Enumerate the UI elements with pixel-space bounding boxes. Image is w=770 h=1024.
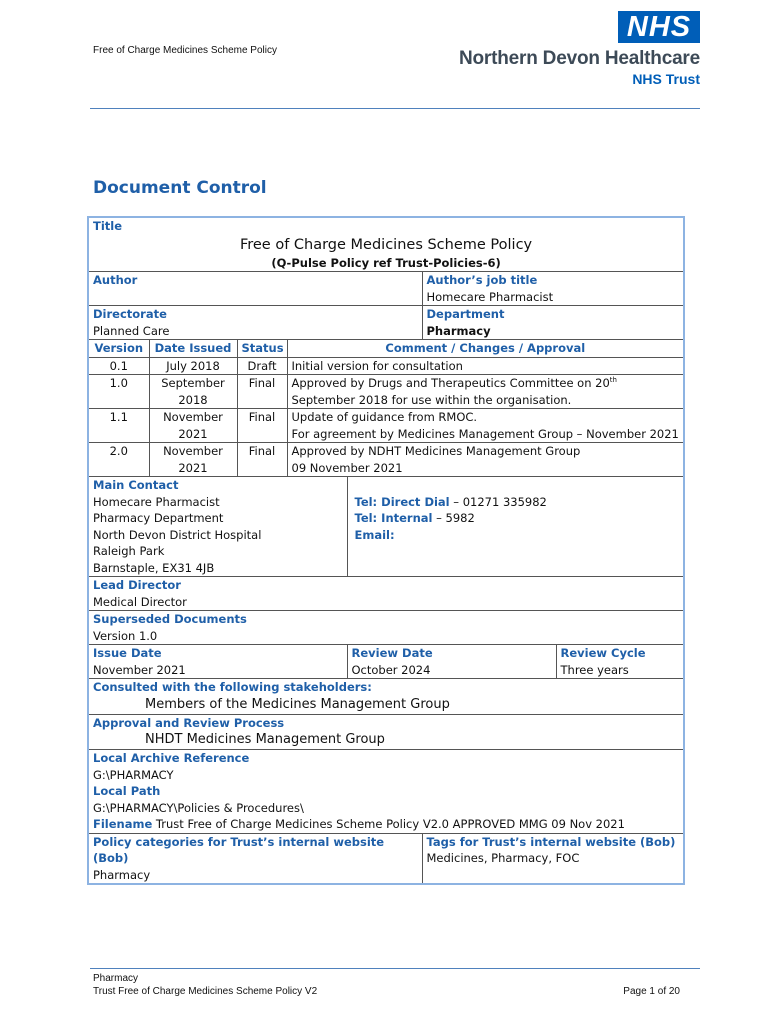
- version-date: September 2018: [149, 375, 237, 409]
- comment-text: Approved by Drugs and Therapeutics Committee on 20: [291, 376, 610, 390]
- policy-title: Free of Charge Medicines Scheme Policy: [239, 236, 533, 253]
- version-date: November 2021: [149, 409, 237, 443]
- author-label: Author: [93, 273, 138, 287]
- version-status: Draft: [237, 357, 287, 375]
- department-value: Pharmacy: [426, 323, 491, 338]
- tags-cell: [422, 833, 683, 883]
- superseded-cell: [89, 611, 683, 645]
- superseded-value: Version 1.0: [93, 628, 158, 643]
- issue-date-label: Issue Date: [93, 646, 162, 660]
- footer-divider: [90, 968, 700, 969]
- nhs-logo: NHS: [618, 11, 700, 43]
- directorate-cell: [89, 306, 422, 340]
- document-control-table: [87, 216, 685, 885]
- organisation-name: Northern Devon Healthcare: [458, 48, 700, 69]
- lead-director-value: Medical Director: [93, 594, 187, 609]
- section-heading: Document Control: [93, 178, 267, 198]
- author-job-label: Author’s job title: [426, 273, 538, 287]
- version-number: 1.0: [89, 375, 149, 409]
- version-row: [89, 443, 683, 477]
- ordinal-suffix: th: [609, 376, 617, 385]
- author-cell: [89, 272, 422, 306]
- department-cell: [422, 306, 683, 340]
- contact-line: Pharmacy Department: [93, 511, 224, 525]
- tel-internal-label: Tel: Internal: [354, 511, 433, 525]
- categories-value: Pharmacy: [93, 867, 151, 882]
- archive-label: Local Archive Reference: [93, 751, 250, 765]
- version-status: Final: [237, 443, 287, 477]
- version-comment: [287, 375, 683, 409]
- tel-internal-value: – 5982: [432, 511, 475, 525]
- version-row: [89, 375, 683, 409]
- version-row: [89, 357, 683, 375]
- date-issued-header: Date Issued: [149, 340, 237, 358]
- version-status: Final: [237, 409, 287, 443]
- stakeholders-cell: [89, 679, 683, 715]
- comment-text: Approved by NDHT Medicines Management Group: [291, 444, 581, 458]
- version-comment: [287, 443, 683, 477]
- review-cycle-label: Review Cycle: [560, 646, 646, 660]
- tel-direct-label: Tel: Direct Dial: [354, 494, 450, 509]
- comment-header: Comment / Changes / Approval: [287, 340, 683, 358]
- main-contact-cell: [89, 477, 347, 577]
- review-cycle-value: Three years: [560, 662, 629, 677]
- version-comment: [287, 409, 683, 443]
- contact-line: Barnstaple, EX31 4JB: [93, 560, 215, 575]
- department-label: Department: [426, 307, 505, 321]
- tags-label: Tags for Trust’s internal website (Bob): [426, 834, 676, 849]
- version-comment: Initial version for consultation: [287, 357, 683, 375]
- review-date-label: Review Date: [351, 646, 433, 660]
- categories-cell: [89, 833, 422, 883]
- tags-value: Medicines, Pharmacy, FOC: [426, 851, 580, 865]
- version-number: 1.1: [89, 409, 149, 443]
- issue-date-value: November 2021: [93, 662, 186, 677]
- comment-text: Update of guidance from RMOC.: [291, 410, 478, 424]
- comment-text-continued: 09 November 2021: [291, 460, 403, 475]
- title-label: Title: [93, 219, 123, 233]
- stakeholders-label: Consulted with the following stakeholders:: [93, 680, 372, 694]
- approval-label: Approval and Review Process: [93, 715, 285, 730]
- review-date-value: October 2024: [351, 662, 431, 677]
- review-cycle-cell: [556, 645, 683, 679]
- policy-reference: (Q-Pulse Policy ref Trust-Policies-6): [271, 255, 501, 270]
- header-divider: [90, 108, 700, 109]
- local-path-value: G:\PHARMACY\Policies & Procedures\: [93, 800, 304, 815]
- archive-cell: [89, 750, 683, 834]
- lead-director-cell: [89, 577, 683, 611]
- version-status: Final: [237, 375, 287, 409]
- footer-department: Pharmacy: [93, 973, 139, 984]
- archive-value: G:\PHARMACY: [93, 767, 174, 782]
- contact-details-cell: [347, 477, 683, 577]
- tel-direct-value: – 01271 335982: [449, 494, 547, 509]
- version-header: Version: [89, 340, 149, 358]
- categories-label: Policy categories for Trust’s internal website (Bob): [93, 834, 385, 865]
- main-contact-label: Main Contact: [93, 478, 179, 492]
- version-row: [89, 409, 683, 443]
- stakeholders-value: Members of the Medicines Management Group: [145, 696, 450, 712]
- page-number: Page 1 of 20: [623, 986, 680, 997]
- author-job-cell: [422, 272, 683, 306]
- email-label: Email:: [354, 527, 395, 542]
- version-number: 0.1: [89, 357, 149, 375]
- title-cell: [89, 218, 683, 272]
- version-date: November 2021: [149, 443, 237, 477]
- local-path-label: Local Path: [93, 784, 161, 798]
- version-date: July 2018: [149, 357, 237, 375]
- issue-date-cell: [89, 645, 347, 679]
- approval-value: NHDT Medicines Management Group: [145, 732, 385, 747]
- author-job-value: Homecare Pharmacist: [426, 289, 554, 304]
- contact-line: Raleigh Park: [93, 544, 165, 558]
- contact-line: North Devon District Hospital: [93, 527, 262, 542]
- filename-label: Filename: [93, 817, 153, 831]
- footer-document-name: Trust Free of Charge Medicines Scheme Policy V2: [93, 986, 318, 997]
- comment-text-continued: September 2018 for use within the organisation.: [291, 392, 572, 407]
- approval-cell: [89, 714, 683, 750]
- lead-director-label: Lead Director: [93, 578, 181, 592]
- superseded-label: Superseded Documents: [93, 612, 247, 626]
- contact-line: Homecare Pharmacist: [93, 494, 220, 509]
- comment-text-continued: For agreement by Medicines Management Group – November 2021: [291, 426, 679, 441]
- header-document-title: Free of Charge Medicines Scheme Policy: [93, 45, 277, 56]
- status-header: Status: [237, 340, 287, 358]
- directorate-label: Directorate: [93, 307, 167, 321]
- version-number: 2.0: [89, 443, 149, 477]
- filename-value: Trust Free of Charge Medicines Scheme Policy V2.0 APPROVED MMG 09 Nov 2021: [152, 817, 625, 831]
- organisation-subtitle: NHS Trust: [632, 71, 700, 87]
- directorate-value: Planned Care: [93, 323, 170, 338]
- review-date-cell: [347, 645, 556, 679]
